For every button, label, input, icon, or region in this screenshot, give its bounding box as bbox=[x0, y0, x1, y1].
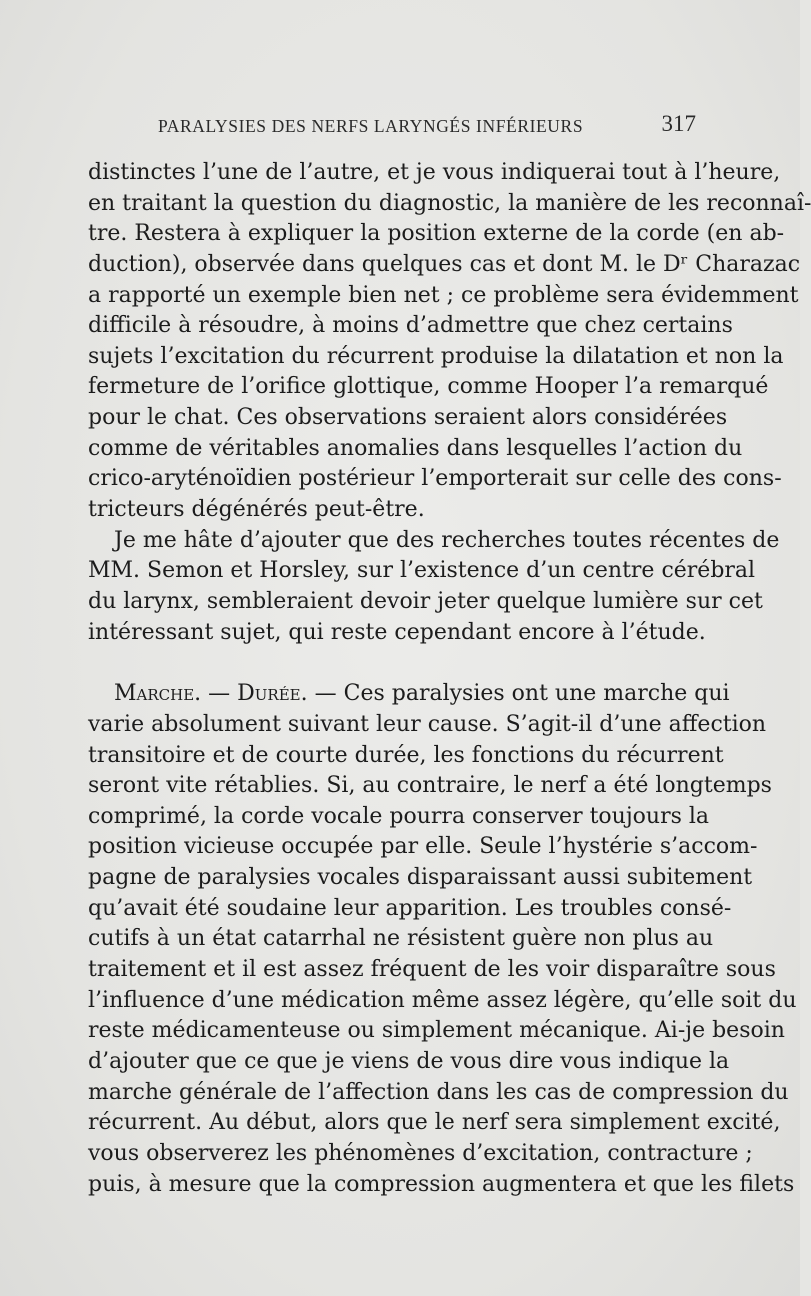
text-line: sujets l’excitation du récurrent produise la dilatation et non la bbox=[88, 343, 784, 369]
text-line: qu’avait été soudaine leur apparition. Les troubles consé- bbox=[88, 895, 732, 921]
section-title-duree: Durée. bbox=[237, 681, 308, 707]
text-line: pagne de paralysies vocales disparaissant aussi subitement bbox=[88, 865, 753, 891]
text-line: intéressant sujet, qui reste cependant encore à l’étude. bbox=[88, 619, 706, 645]
page-body bbox=[88, 158, 811, 1200]
dash: — bbox=[314, 681, 337, 707]
text-line: du larynx, sembleraient devoir jeter quelque lumière sur cet bbox=[88, 588, 763, 614]
dash: — bbox=[208, 681, 231, 707]
text-line: Je me hâte d’ajouter que des recherches toutes récentes de bbox=[114, 527, 780, 553]
text-line: difficile à résoudre, à moins d’admettre que chez certains bbox=[88, 313, 733, 339]
text-line: reste médicamenteuse ou simplement mécanique. Ai-je besoin bbox=[88, 1018, 785, 1044]
text-line: varie absolument suivant leur cause. S’agit-il d’une affection bbox=[88, 711, 767, 737]
text-line: traitement et il est assez fréquent de les voir disparaître sous bbox=[88, 957, 776, 983]
text-line: d’ajouter que ce que je viens de vous dire vous indique la bbox=[88, 1048, 730, 1074]
text-line: récurrent. Au début, alors que le nerf sera simplement excité, bbox=[88, 1110, 781, 1136]
text-line: MM. Semon et Horsley, sur l’existence d’un centre cérébral bbox=[88, 558, 756, 584]
section-title-marche: Marche. bbox=[114, 681, 202, 707]
text-line: l’influence d’une médication même assez légère, qu’elle soit du bbox=[88, 987, 797, 1013]
page-header bbox=[158, 110, 696, 144]
paragraph-2 bbox=[88, 526, 780, 649]
text-line: comprimé, la corde vocale pourra conserver toujours la bbox=[88, 803, 710, 829]
text-line: marche générale de l’affection dans les cas de compression du bbox=[88, 1079, 789, 1105]
text-line: en traitant la question du diagnostic, la manière de les reconnaî- bbox=[88, 190, 811, 216]
text-line: duction), observée dans quelques cas et dont M. le Dʳ Charazac bbox=[88, 251, 801, 277]
paragraph-gap bbox=[88, 648, 696, 679]
text-line: position vicieuse occupée par elle. Seule l’hystérie s’accom- bbox=[88, 834, 758, 860]
text-line: pour le chat. Ces observations seraient alors considérées bbox=[88, 405, 728, 431]
text-line: transitoire et de courte durée, les fonctions du récurrent bbox=[88, 742, 724, 768]
paragraph-3 bbox=[88, 679, 797, 1200]
text-line: crico-aryténoïdien postérieur l’emporterait sur celle des cons- bbox=[88, 466, 782, 492]
text-line: cutifs à un état catarrhal ne résistent guère non plus au bbox=[88, 926, 714, 952]
section-heading-line bbox=[88, 679, 730, 710]
text-line: seront vite rétablies. Si, au contraire, le nerf a été longtemps bbox=[88, 773, 772, 799]
text-line: tre. Restera à expliquer la position externe de la corde (en ab- bbox=[88, 221, 785, 247]
paragraph-1 bbox=[88, 158, 811, 526]
text-line: tricteurs dégénérés peut-être. bbox=[88, 497, 425, 523]
text-line: distinctes l’une de l’autre, et je vous indiquerai tout à l’heure, bbox=[88, 160, 781, 185]
page-number: 317 bbox=[661, 111, 696, 136]
text-line: vous observerez les phénomènes d’excitation, contracture ; bbox=[88, 1140, 753, 1166]
text-line: puis, à mesure que la compression augmentera et que les filets bbox=[88, 1171, 795, 1197]
text-run: Ces paralysies ont une marche qui bbox=[343, 681, 730, 707]
text-line: fermeture de l’orifice glottique, comme Hooper l’a remarqué bbox=[88, 374, 769, 400]
text-line: comme de véritables anomalies dans lesquelles l’action du bbox=[88, 435, 743, 461]
running-title: PARALYSIES DES NERFS LARYNGÉS INFÉRIEURS bbox=[158, 116, 584, 136]
text-line: a rapporté un exemple bien net ; ce problème sera évidemment bbox=[88, 282, 799, 308]
